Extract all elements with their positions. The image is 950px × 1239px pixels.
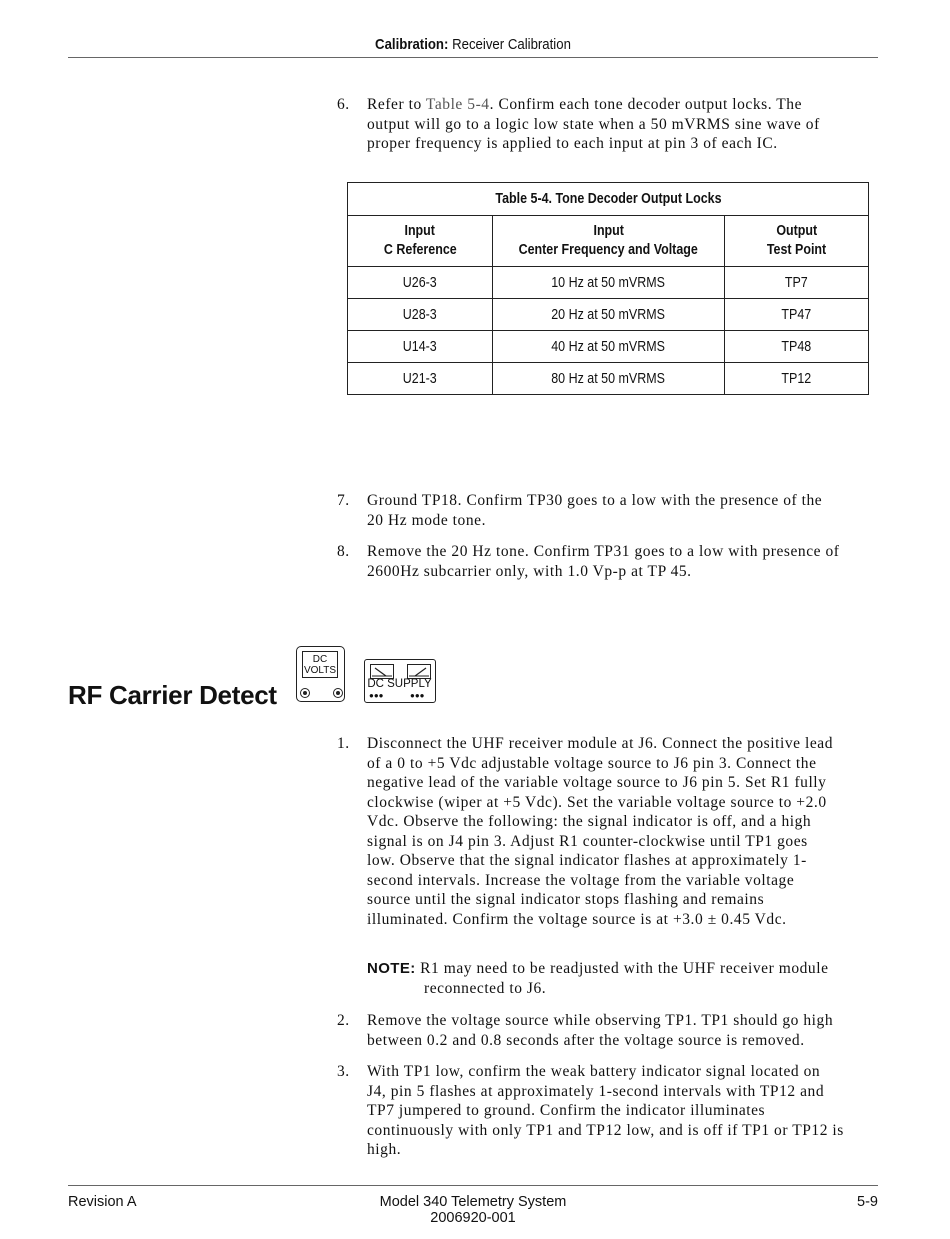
step-text-line: illuminated. Confirm the voltage source is at +3.0 ± 0.45 Vdc. bbox=[367, 910, 787, 928]
step-text-line: Disconnect the UHF receiver module at J6. Connect the positive lead bbox=[367, 735, 833, 752]
note bbox=[367, 959, 882, 998]
step-text-line: proper frequency is applied to each input at pin 3 of each IC. bbox=[367, 135, 778, 152]
meter-icon bbox=[370, 664, 394, 679]
table-cell: 20 Hz at 50 mVRMS bbox=[493, 299, 725, 331]
step-text bbox=[367, 95, 820, 154]
step-text-prefix: Refer to bbox=[367, 96, 426, 113]
step-text-line: continuously with only TP1 and TP12 low, and is off if TP1 or TP12 is bbox=[367, 1121, 844, 1139]
table-row bbox=[348, 331, 869, 363]
step-text-line: 2600Hz subcarrier only, with 1.0 Vp-p at TP 45. bbox=[367, 562, 692, 580]
step-text-line: Ground TP18. Confirm TP30 goes to a low with the presence of the bbox=[367, 492, 823, 509]
step-number: 2. bbox=[337, 1012, 350, 1029]
jack-icon bbox=[333, 688, 343, 698]
step-number: 8. bbox=[337, 543, 350, 560]
dc-voltmeter-icon bbox=[296, 646, 345, 702]
footer-revision: Revision A bbox=[68, 1194, 137, 1210]
step-text-line: Vdc. Observe the following: the signal indicator is off, and a high bbox=[367, 813, 812, 830]
step-text-line: low. Observe that the signal indicator flashes at approximately 1- bbox=[367, 852, 807, 869]
table-cell: TP47 bbox=[725, 299, 869, 331]
footer-center bbox=[300, 1194, 646, 1226]
jack-icon bbox=[300, 688, 310, 698]
step-number: 7. bbox=[337, 492, 350, 509]
step-text bbox=[367, 1011, 833, 1050]
note-label: NOTE: bbox=[367, 960, 416, 977]
header-rule bbox=[68, 57, 878, 58]
table-cell: 40 Hz at 50 mVRMS bbox=[493, 331, 725, 363]
table-row bbox=[348, 267, 869, 299]
step-number: 3. bbox=[337, 1063, 350, 1080]
step-text-line: high. bbox=[367, 1141, 402, 1158]
step-text-line: clockwise (wiper at +5 Vdc). Set the variable voltage source to +2.0 bbox=[367, 793, 827, 811]
step-text-line: of a 0 to +5 Vdc adjustable voltage source to J6 pin 3. Connect the bbox=[367, 754, 817, 772]
table-cell: U26-3 bbox=[348, 267, 493, 299]
table-caption: Table 5-4. Tone Decoder Output Locks bbox=[348, 183, 869, 216]
column-header: Input C Reference bbox=[348, 216, 493, 267]
table-cell: 10 Hz at 50 mVRMS bbox=[493, 267, 725, 299]
header-section: Calibration: bbox=[375, 36, 449, 53]
column-header: Output Test Point bbox=[725, 216, 869, 267]
step-text-line: . Confirm each tone decoder output locks. The bbox=[489, 96, 803, 113]
footer-rule bbox=[68, 1185, 878, 1186]
step-text-line: TP7 jumpered to ground. Confirm the indicator illuminates bbox=[367, 1102, 766, 1119]
column-header: Input Center Frequency and Voltage bbox=[493, 216, 725, 267]
table-cell: 80 Hz at 50 mVRMS bbox=[493, 363, 725, 395]
table-reference-link[interactable]: Table 5-4 bbox=[425, 96, 490, 113]
footer-part-number: 2006920-001 bbox=[430, 1210, 516, 1226]
supply-label: DC SUPPLY bbox=[367, 678, 432, 690]
note-text-line: reconnected to J6. bbox=[424, 979, 547, 997]
step-text-line: output will go to a logic low state when a 50 mVRMS sine wave of bbox=[367, 115, 820, 133]
step-number: 1. bbox=[337, 735, 350, 752]
terminal-dots-icon: ●●● bbox=[369, 691, 384, 700]
voltmeter-display: DC VOLTS bbox=[302, 651, 338, 678]
table-row bbox=[348, 299, 869, 331]
step-text-line: Remove the voltage source while observing TP1. TP1 should go high bbox=[367, 1012, 834, 1029]
section-title: RF Carrier Detect bbox=[68, 680, 277, 710]
table-cell: U21-3 bbox=[348, 363, 493, 395]
step-text bbox=[367, 1062, 844, 1160]
table-cell: U14-3 bbox=[348, 331, 493, 363]
step-text bbox=[367, 734, 833, 929]
note-text-line: R1 may need to be readjusted with the UHF receiver module bbox=[415, 960, 829, 977]
step-text bbox=[367, 491, 822, 530]
footer-product: Model 340 Telemetry System bbox=[379, 1194, 567, 1210]
step-text bbox=[367, 542, 840, 581]
table-cell: TP12 bbox=[725, 363, 869, 395]
running-header bbox=[117, 36, 830, 53]
step-text-line: negative lead of the variable voltage source to J6 pin 5. Set R1 fully bbox=[367, 774, 827, 791]
page-number: 5-9 bbox=[857, 1194, 878, 1210]
step-text-line: source until the signal indicator stops flashing and remains bbox=[367, 891, 765, 908]
step-text-line: signal is on J4 pin 3. Adjust R1 counter-clockwise until TP1 goes bbox=[367, 832, 808, 850]
step-text-line: between 0.2 and 0.8 seconds after the voltage source is removed. bbox=[367, 1031, 805, 1049]
step-text-line: With TP1 low, confirm the weak battery indicator signal located on bbox=[367, 1063, 821, 1080]
step-text-line: 20 Hz mode tone. bbox=[367, 511, 486, 529]
table-cell: TP48 bbox=[725, 331, 869, 363]
step-number: 6. bbox=[337, 96, 350, 113]
header-subsection: Receiver Calibration bbox=[452, 36, 571, 53]
meter-icon bbox=[407, 664, 431, 679]
step-text-line: Remove the 20 Hz tone. Confirm TP31 goes to a low with presence of bbox=[367, 543, 840, 560]
step-text-line: J4, pin 5 flashes at approximately 1-second intervals with TP12 and bbox=[367, 1082, 825, 1100]
table-row bbox=[348, 363, 869, 395]
tone-decoder-table bbox=[347, 182, 869, 395]
terminal-dots-icon: ●●● bbox=[410, 691, 425, 700]
table-cell: TP7 bbox=[725, 267, 869, 299]
dc-power-supply-icon bbox=[364, 659, 436, 703]
step-text-line: second intervals. Increase the voltage from the variable voltage bbox=[367, 871, 795, 889]
table-cell: U28-3 bbox=[348, 299, 493, 331]
